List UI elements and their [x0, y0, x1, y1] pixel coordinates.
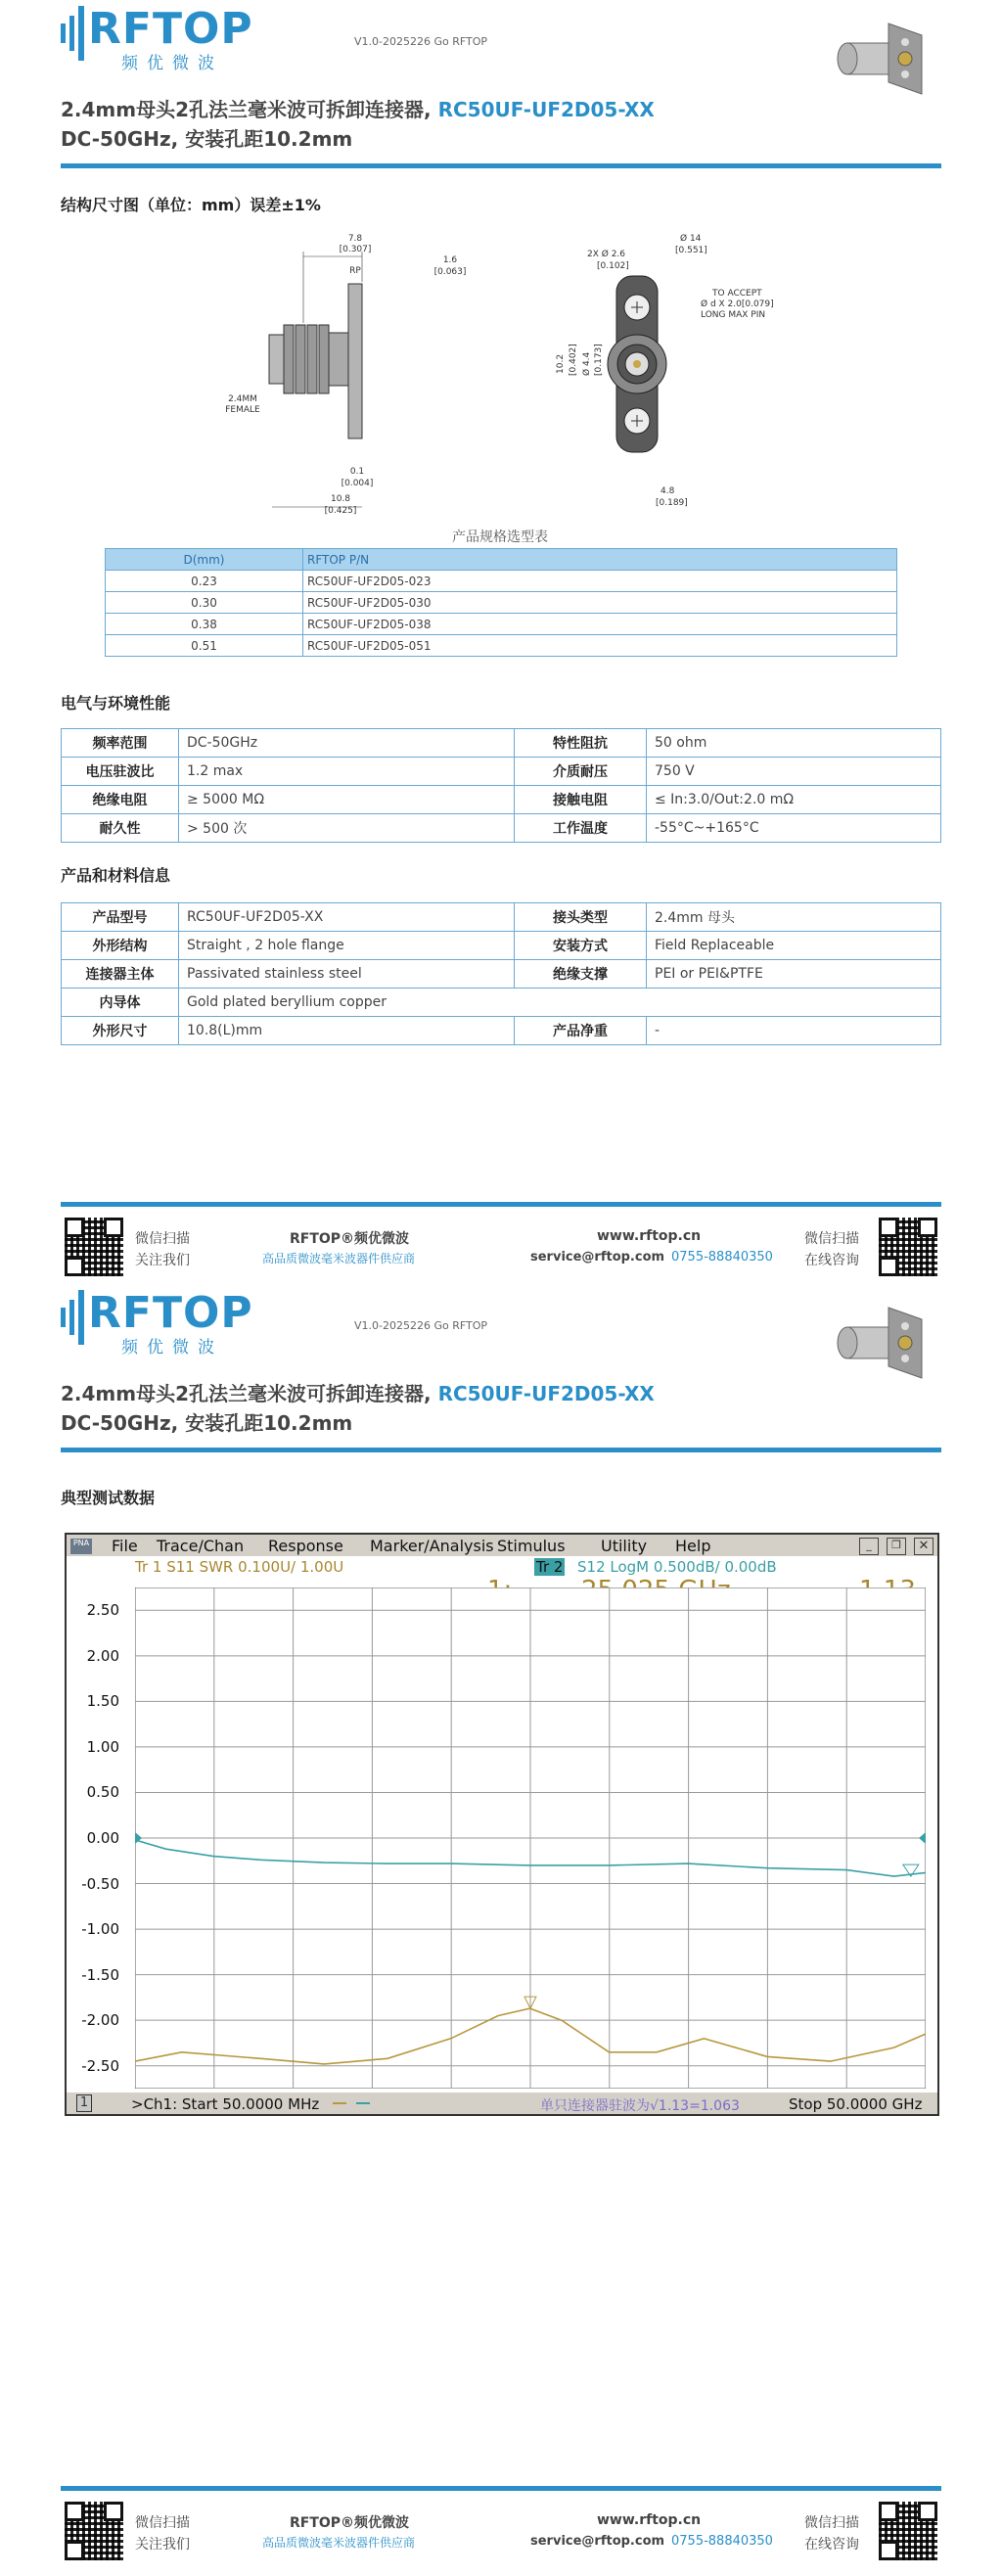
vna-plot: [135, 1587, 926, 2089]
minimize-icon[interactable]: _: [859, 1538, 879, 1555]
footer-wechat-right-1: 微信扫描: [804, 2515, 859, 2531]
vna-app-icon: PNA: [70, 1539, 92, 1554]
menu-item-trace-chan[interactable]: Trace/Chan: [157, 1537, 245, 1555]
stop-freq: Stop 50.0000 GHz: [789, 2095, 923, 2113]
logo-subtitle: 频优微波: [121, 54, 223, 73]
footer-slogan: 高品质微波毫米波器件供应商: [262, 2536, 416, 2550]
menu-item-file[interactable]: File: [112, 1537, 138, 1555]
svg-text:2.4MM: 2.4MM: [228, 394, 257, 404]
logo-text: RFTOP: [88, 4, 253, 54]
version-text: V1.0-2025226 Go RFTOP: [354, 1319, 488, 1332]
test-section-title: 典型测试数据: [61, 1489, 156, 1507]
svg-text:[0.551]: [0.551]: [675, 246, 707, 255]
material-section-title: 产品和材料信息: [61, 866, 171, 885]
svg-text:2X Ø 2.6: 2X Ø 2.6: [587, 250, 626, 259]
footer-wechat-left-2: 关注我们: [135, 2537, 190, 2553]
footer-phone: 0755-88840350: [671, 2534, 773, 2549]
svg-text:[0.402]: [0.402]: [569, 344, 578, 376]
y-tick-label: 0.00: [86, 1829, 119, 1847]
svg-text:[0.307]: [0.307]: [339, 245, 372, 254]
svg-text:10.8: 10.8: [330, 494, 351, 504]
footer-email-link[interactable]: service@rftop.com: [530, 2534, 665, 2549]
table-row: 0.30 RC50UF-UF2D05-030: [106, 592, 897, 614]
table-row: 耐久性 > 500 次 工作温度 -55°C~+165°C: [62, 814, 941, 843]
page-2: [0, 1284, 1002, 2568]
table-row: 外形尺寸 10.8(L)mm 产品净重 -: [62, 1017, 941, 1045]
drawing-section-title: 结构尺寸图（单位：mm）误差±1%: [61, 196, 321, 214]
table-row: 电压驻波比 1.2 max 介质耐压 750 V: [62, 758, 941, 786]
footer-rule: [61, 2486, 941, 2491]
vna-statusbar: [67, 2093, 937, 2114]
product-subtitle: DC-50GHz, 安装孔距10.2mm: [61, 127, 353, 151]
header-rule: [61, 163, 941, 168]
menu-item-utility[interactable]: Utility: [601, 1537, 648, 1555]
menu-item-stimulus[interactable]: Stimulus: [497, 1537, 566, 1555]
table-row: 内导体 Gold plated beryllium copper: [62, 989, 941, 1017]
footer-website-link[interactable]: www.rftop.cn: [597, 1228, 702, 1244]
y-tick-label: -1.50: [81, 1965, 119, 1984]
footer-phone: 0755-88840350: [671, 1250, 773, 1265]
pn-table: D(mm) RFTOP P/N 0.23 RC50UF-UF2D05-023 0.30 RC50UF-UF2D05-030 0.38 RC50UF-UF2D05-038 0.51 RC50UF-UF2D05-051: [105, 548, 897, 657]
svg-text:1.6: 1.6: [442, 255, 458, 265]
logo-text: RFTOP: [88, 1288, 253, 1338]
svg-text:[0.425]: [0.425]: [324, 506, 357, 516]
footer-brand: RFTOP®频优微波: [290, 2515, 410, 2531]
y-tick-label: -0.50: [81, 1874, 119, 1893]
electrical-section-title: 电气与环境性能: [61, 694, 171, 713]
table-row: 产品型号 RC50UF-UF2D05-XX 接头类型 2.4mm 母头: [62, 903, 941, 932]
y-tick-label: -1.00: [81, 1920, 119, 1939]
footer-wechat-right-2: 在线咨询: [804, 1253, 859, 1268]
footer-website-link[interactable]: www.rftop.cn: [597, 2512, 702, 2528]
page-1: [0, 0, 1002, 1284]
material-table: [61, 902, 941, 1045]
menu-item-response[interactable]: Response: [268, 1537, 343, 1555]
svg-text:4.8: 4.8: [660, 486, 675, 496]
svg-text:7.8: 7.8: [347, 234, 363, 244]
product-title: 2.4mm母头2孔法兰毫米波可拆卸连接器, RC50UF-UF2D05-XX: [61, 98, 655, 121]
channel-button[interactable]: 1: [76, 2094, 92, 2112]
qr-code-right: [879, 1218, 937, 1276]
logo-subtitle: 频优微波: [121, 1338, 223, 1357]
qr-code-left: [65, 1218, 123, 1276]
trace2-tab[interactable]: Tr 2: [536, 1558, 564, 1576]
footer-wechat-right-1: 微信扫描: [804, 1231, 859, 1247]
footer-wechat-left-1: 微信扫描: [135, 2515, 190, 2531]
table-row: 绝缘电阻 ≥ 5000 MΩ 接触电阻 ≤ In:3.0/Out:2.0 mΩ: [62, 786, 941, 814]
table-row: 频率范围 DC-50GHz 特性阻抗 50 ohm: [62, 729, 941, 758]
close-icon[interactable]: ✕: [914, 1538, 934, 1555]
svg-text:Ø d X 2.0[0.079]: Ø d X 2.0[0.079]: [701, 299, 774, 309]
menu-item-help[interactable]: Help: [675, 1537, 711, 1555]
svg-text:LONG MAX PIN: LONG MAX PIN: [701, 310, 766, 320]
footer: [61, 2498, 941, 2576]
svg-text:[0.004]: [0.004]: [341, 479, 374, 488]
qr-code-right: [879, 2502, 937, 2560]
footer-wechat-right-2: 在线咨询: [804, 2537, 859, 2553]
connector-thumbnail: [828, 1302, 935, 1380]
y-tick-label: -2.00: [81, 2011, 119, 2030]
menu-item-marker-analysis[interactable]: Marker/Analysis: [370, 1537, 494, 1555]
y-tick-label: 2.00: [86, 1646, 119, 1665]
svg-text:TO ACCEPT: TO ACCEPT: [712, 289, 762, 299]
svg-text:0.1: 0.1: [349, 467, 365, 477]
version-text: V1.0-2025226 Go RFTOP: [354, 35, 488, 48]
footer-slogan: 高品质微波毫米波器件供应商: [262, 1252, 416, 1265]
dimension-drawing: [215, 227, 802, 521]
y-tick-label: -2.50: [81, 2056, 119, 2075]
pn-table-caption: 产品规格选型表: [452, 529, 548, 545]
table-row: 0.51 RC50UF-UF2D05-051: [106, 635, 897, 657]
svg-text:FEMALE: FEMALE: [225, 405, 260, 415]
svg-text:[0.102]: [0.102]: [597, 261, 629, 271]
trace2-legend-line: [356, 2102, 370, 2104]
table-row: 连接器主体 Passivated stainless steel 绝缘支撑 PEI or PEI&PTFE: [62, 960, 941, 989]
svg-text:Ø 14: Ø 14: [680, 234, 702, 244]
svg-text:[0.189]: [0.189]: [656, 498, 688, 508]
product-subtitle: DC-50GHz, 安装孔距10.2mm: [61, 1411, 353, 1435]
footer: [61, 1214, 941, 1292]
footer-rule: [61, 1202, 941, 1207]
y-tick-label: 1.00: [86, 1737, 119, 1756]
svg-text:[0.173]: [0.173]: [594, 344, 604, 376]
connector-thumbnail: [828, 18, 935, 96]
y-tick-label: 0.50: [86, 1783, 119, 1802]
trace1-label: Tr 1 S11 SWR 0.100U/ 1.00U: [135, 1558, 344, 1576]
table-row: 0.23 RC50UF-UF2D05-023: [106, 571, 897, 592]
table-row: 外形结构 Straight , 2 hole flange 安装方式 Field Replaceable: [62, 932, 941, 960]
table-row: 0.38 RC50UF-UF2D05-038: [106, 614, 897, 635]
qr-code-left: [65, 2502, 123, 2560]
y-tick-label: 2.50: [86, 1601, 119, 1620]
y-tick-label: 1.50: [86, 1692, 119, 1711]
vna-window: [65, 1533, 939, 2116]
svg-text:[0.063]: [0.063]: [433, 267, 467, 277]
svg-text:10.2: 10.2: [556, 353, 566, 374]
product-title: 2.4mm母头2孔法兰毫米波可拆卸连接器, RC50UF-UF2D05-XX: [61, 1382, 655, 1405]
start-freq: >Ch1: Start 50.0000 MHz: [131, 2095, 320, 2113]
footer-brand: RFTOP®频优微波: [290, 1231, 410, 1247]
footer-wechat-left-1: 微信扫描: [135, 1231, 190, 1247]
restore-icon[interactable]: ❐: [887, 1538, 906, 1555]
trace1-legend-line: [333, 2102, 346, 2104]
footer-email-link[interactable]: service@rftop.com: [530, 1250, 665, 1265]
svg-text:Ø 4.4: Ø 4.4: [582, 351, 592, 376]
footer-wechat-left-2: 关注我们: [135, 1253, 190, 1268]
trace2-label: S12 LogM 0.500dB/ 0.00dB: [577, 1558, 777, 1576]
svg-text:RP: RP: [349, 266, 361, 276]
header-rule: [61, 1448, 941, 1452]
vswr-note: 单只连接器驻波为√1.13=1.063: [540, 2098, 740, 2114]
electrical-table: [61, 728, 941, 843]
